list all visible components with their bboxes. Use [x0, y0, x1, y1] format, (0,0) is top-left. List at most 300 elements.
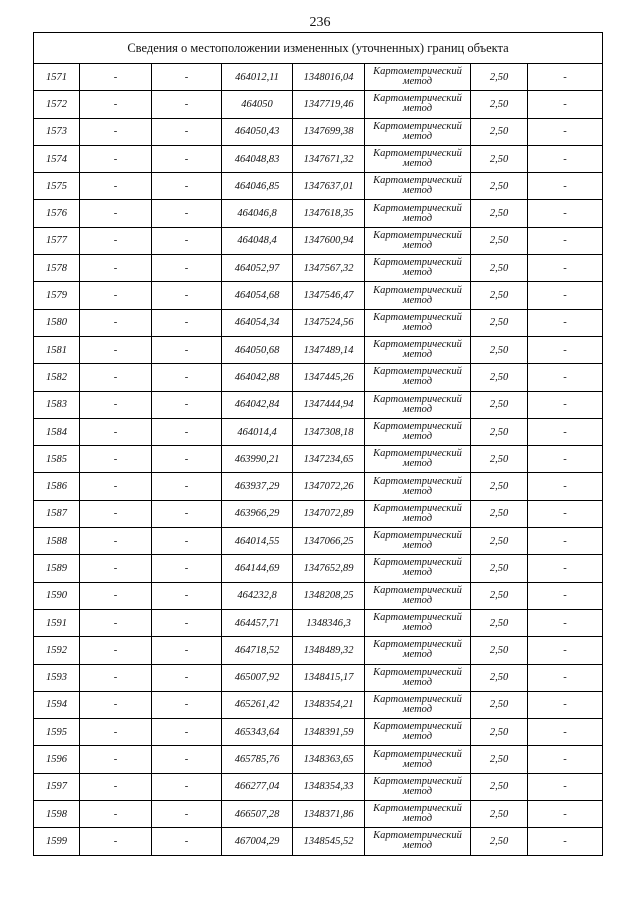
point-number-cell: 1597	[34, 773, 80, 800]
table-title-row	[34, 33, 603, 64]
old-x-cell: -	[80, 200, 152, 227]
method-cell	[365, 145, 471, 172]
accuracy-cell: 2,50	[471, 582, 528, 609]
old-x-cell: -	[80, 637, 152, 664]
old-x-cell: -	[80, 528, 152, 555]
method-cell	[365, 773, 471, 800]
point-number-cell: 1593	[34, 664, 80, 691]
old-x-cell: -	[80, 227, 152, 254]
table-row	[34, 227, 603, 254]
method-line-1: Картометрический	[373, 448, 462, 460]
method-cell	[365, 801, 471, 828]
method-line-1: Картометрический	[373, 257, 462, 269]
method-line-1: Картометрический	[373, 393, 462, 405]
accuracy-cell: 2,50	[471, 255, 528, 282]
method-line-2: метод	[402, 403, 433, 415]
old-x-cell: -	[80, 719, 152, 746]
point-number-cell: 1581	[34, 336, 80, 363]
old-y-cell: -	[152, 473, 222, 500]
method-line-2: метод	[402, 813, 433, 825]
method-cell	[365, 418, 471, 445]
y-coordinate-cell: 1348371,86	[293, 801, 365, 828]
table-row	[34, 609, 603, 636]
x-coordinate-cell: 467004,29	[222, 828, 293, 855]
x-coordinate-cell: 464052,97	[222, 255, 293, 282]
method-line-2: метод	[402, 431, 433, 442]
x-coordinate-cell: 463937,29	[222, 473, 293, 500]
old-x-cell: -	[80, 582, 152, 609]
method-line-2: метод	[402, 185, 433, 197]
old-y-cell: -	[152, 828, 222, 855]
point-number-cell: 1587	[34, 500, 80, 527]
x-coordinate-cell: 464457,71	[222, 609, 293, 636]
description-cell: -	[528, 664, 603, 691]
table-row	[34, 746, 603, 773]
x-coordinate-cell: 464046,8	[222, 200, 293, 227]
description-cell: -	[528, 473, 603, 500]
accuracy-cell: 2,50	[471, 828, 528, 855]
method-line-1: Картометрический	[373, 830, 462, 842]
point-number-cell: 1571	[34, 64, 80, 91]
accuracy-cell: 2,50	[471, 418, 528, 445]
method-line-2: метод	[402, 130, 433, 142]
old-y-cell: -	[152, 309, 222, 336]
x-coordinate-cell: 464012,11	[222, 64, 293, 91]
old-y-cell: -	[152, 582, 222, 609]
method-line-2: метод	[402, 567, 433, 579]
old-x-cell: -	[80, 773, 152, 800]
description-cell: -	[528, 418, 603, 445]
y-coordinate-cell: 1347524,56	[293, 309, 365, 336]
description-cell: -	[528, 255, 603, 282]
old-x-cell: -	[80, 64, 152, 91]
method-line-1: Картометрический	[373, 803, 462, 815]
point-number-cell: 1590	[34, 582, 80, 609]
method-cell	[365, 282, 471, 309]
method-line-1: Картометрический	[373, 284, 462, 296]
point-number-cell: 1585	[34, 446, 80, 473]
table-row	[34, 91, 603, 118]
y-coordinate-cell: 1347308,18	[293, 418, 365, 445]
old-y-cell: -	[152, 773, 222, 800]
old-x-cell: -	[80, 691, 152, 718]
accuracy-cell: 2,50	[471, 64, 528, 91]
table-row	[34, 664, 603, 691]
old-y-cell: -	[152, 555, 222, 582]
x-coordinate-cell: 464048,4	[222, 227, 293, 254]
method-cell	[365, 582, 471, 609]
old-x-cell: -	[80, 336, 152, 363]
old-x-cell: -	[80, 418, 152, 445]
method-line-1: Картометрический	[373, 175, 462, 187]
method-line-2: метод	[402, 267, 433, 279]
y-coordinate-cell: 1348489,32	[293, 637, 365, 664]
method-cell	[365, 64, 471, 91]
method-cell	[365, 719, 471, 746]
method-line-1: Картометрический	[373, 502, 462, 514]
table-row	[34, 118, 603, 145]
accuracy-cell: 2,50	[471, 145, 528, 172]
table-row	[34, 691, 603, 718]
old-y-cell: -	[152, 227, 222, 254]
method-cell	[365, 609, 471, 636]
table-row	[34, 555, 603, 582]
x-coordinate-cell: 464054,68	[222, 282, 293, 309]
x-coordinate-cell: 464144,69	[222, 555, 293, 582]
method-line-1: Картометрический	[373, 721, 462, 733]
point-number-cell: 1595	[34, 719, 80, 746]
point-number-cell: 1586	[34, 473, 80, 500]
method-cell	[365, 528, 471, 555]
old-x-cell: -	[80, 746, 152, 773]
description-cell: -	[528, 145, 603, 172]
old-y-cell: -	[152, 255, 222, 282]
y-coordinate-cell: 1347600,94	[293, 227, 365, 254]
description-cell: -	[528, 64, 603, 91]
method-cell	[365, 746, 471, 773]
x-coordinate-cell: 464718,52	[222, 637, 293, 664]
point-number-cell: 1594	[34, 691, 80, 718]
description-cell: -	[528, 691, 603, 718]
description-cell: -	[528, 773, 603, 800]
x-coordinate-cell: 464054,34	[222, 309, 293, 336]
old-x-cell: -	[80, 500, 152, 527]
description-cell: -	[528, 364, 603, 391]
x-coordinate-cell: 465007,92	[222, 664, 293, 691]
point-number-cell: 1574	[34, 145, 80, 172]
accuracy-cell: 2,50	[471, 691, 528, 718]
method-cell	[365, 91, 471, 118]
y-coordinate-cell: 1347445,26	[293, 364, 365, 391]
method-line-2: метод	[402, 212, 433, 224]
method-line-1: Картометрический	[373, 148, 462, 160]
method-line-2: метод	[402, 103, 433, 115]
old-y-cell: -	[152, 664, 222, 691]
x-coordinate-cell: 465343,64	[222, 719, 293, 746]
method-line-2: метод	[402, 731, 433, 743]
accuracy-cell: 2,50	[471, 364, 528, 391]
method-line-1: Картометрический	[373, 421, 462, 432]
point-number-cell: 1596	[34, 746, 80, 773]
x-coordinate-cell: 465261,42	[222, 691, 293, 718]
method-cell	[365, 227, 471, 254]
old-x-cell: -	[80, 91, 152, 118]
y-coordinate-cell: 1347719,46	[293, 91, 365, 118]
old-y-cell: -	[152, 719, 222, 746]
accuracy-cell: 2,50	[471, 664, 528, 691]
accuracy-cell: 2,50	[471, 309, 528, 336]
accuracy-cell: 2,50	[471, 336, 528, 363]
description-cell: -	[528, 391, 603, 418]
method-line-2: метод	[402, 376, 433, 388]
method-line-2: метод	[402, 349, 433, 361]
method-line-2: метод	[402, 758, 433, 770]
accuracy-cell: 2,50	[471, 118, 528, 145]
old-x-cell: -	[80, 118, 152, 145]
accuracy-cell: 2,50	[471, 719, 528, 746]
method-line-2: метод	[402, 703, 433, 715]
table-row	[34, 446, 603, 473]
method-cell	[365, 336, 471, 363]
y-coordinate-cell: 1347072,89	[293, 500, 365, 527]
x-coordinate-cell: 463966,29	[222, 500, 293, 527]
point-number-cell: 1575	[34, 173, 80, 200]
method-cell	[365, 173, 471, 200]
point-number-cell: 1577	[34, 227, 80, 254]
accuracy-cell: 2,50	[471, 528, 528, 555]
accuracy-cell: 2,50	[471, 391, 528, 418]
table-row	[34, 364, 603, 391]
y-coordinate-cell: 1347066,25	[293, 528, 365, 555]
method-line-2: метод	[402, 676, 433, 688]
accuracy-cell: 2,50	[471, 609, 528, 636]
old-y-cell: -	[152, 746, 222, 773]
y-coordinate-cell: 1348208,25	[293, 582, 365, 609]
old-y-cell: -	[152, 801, 222, 828]
point-number-cell: 1584	[34, 418, 80, 445]
method-line-1: Картометрический	[373, 202, 462, 214]
table-row	[34, 255, 603, 282]
method-cell	[365, 691, 471, 718]
method-line-1: Картометрический	[373, 311, 462, 323]
y-coordinate-cell: 1348363,65	[293, 746, 365, 773]
description-cell: -	[528, 336, 603, 363]
table-row	[34, 828, 603, 855]
old-y-cell: -	[152, 118, 222, 145]
point-number-cell: 1579	[34, 282, 80, 309]
x-coordinate-cell: 465785,76	[222, 746, 293, 773]
table-row	[34, 64, 603, 91]
old-y-cell: -	[152, 200, 222, 227]
method-cell	[365, 118, 471, 145]
boundary-coordinates-table	[33, 32, 603, 856]
point-number-cell: 1598	[34, 801, 80, 828]
description-cell: -	[528, 828, 603, 855]
old-x-cell: -	[80, 282, 152, 309]
method-cell	[365, 446, 471, 473]
old-x-cell: -	[80, 364, 152, 391]
old-x-cell: -	[80, 555, 152, 582]
old-x-cell: -	[80, 391, 152, 418]
x-coordinate-cell: 464014,4	[222, 418, 293, 445]
old-y-cell: -	[152, 64, 222, 91]
old-x-cell: -	[80, 664, 152, 691]
method-line-2: метод	[402, 622, 433, 634]
y-coordinate-cell: 1347699,38	[293, 118, 365, 145]
x-coordinate-cell: 466277,04	[222, 773, 293, 800]
method-line-1: Картометрический	[373, 475, 462, 487]
x-coordinate-cell: 464050,43	[222, 118, 293, 145]
description-cell: -	[528, 173, 603, 200]
method-line-2: метод	[402, 76, 433, 88]
x-coordinate-cell: 463990,21	[222, 446, 293, 473]
method-cell	[365, 473, 471, 500]
table-row	[34, 528, 603, 555]
description-cell: -	[528, 118, 603, 145]
table-row	[34, 637, 603, 664]
table-row	[34, 582, 603, 609]
description-cell: -	[528, 200, 603, 227]
point-number-cell: 1582	[34, 364, 80, 391]
method-line-2: метод	[402, 458, 433, 470]
point-number-cell: 1578	[34, 255, 80, 282]
y-coordinate-cell: 1347567,32	[293, 255, 365, 282]
y-coordinate-cell: 1348354,33	[293, 773, 365, 800]
old-x-cell: -	[80, 828, 152, 855]
method-line-2: метод	[402, 649, 433, 661]
method-line-1: Картометрический	[373, 339, 462, 351]
method-line-2: метод	[402, 321, 433, 333]
accuracy-cell: 2,50	[471, 282, 528, 309]
method-line-1: Картометрический	[373, 748, 462, 760]
table-row	[34, 719, 603, 746]
x-coordinate-cell: 464042,84	[222, 391, 293, 418]
old-x-cell: -	[80, 609, 152, 636]
accuracy-cell: 2,50	[471, 746, 528, 773]
point-number-cell: 1588	[34, 528, 80, 555]
y-coordinate-cell: 1348346,3	[293, 609, 365, 636]
accuracy-cell: 2,50	[471, 227, 528, 254]
point-number-cell: 1599	[34, 828, 80, 855]
point-number-cell: 1573	[34, 118, 80, 145]
method-line-1: Картометрический	[373, 120, 462, 132]
old-y-cell: -	[152, 364, 222, 391]
old-x-cell: -	[80, 801, 152, 828]
description-cell: -	[528, 555, 603, 582]
old-y-cell: -	[152, 637, 222, 664]
table-row	[34, 500, 603, 527]
old-y-cell: -	[152, 91, 222, 118]
description-cell: -	[528, 446, 603, 473]
old-y-cell: -	[152, 145, 222, 172]
description-cell: -	[528, 528, 603, 555]
method-line-1: Картометрический	[373, 584, 462, 596]
x-coordinate-cell: 464232,8	[222, 582, 293, 609]
method-line-2: метод	[402, 840, 433, 852]
point-number-cell: 1592	[34, 637, 80, 664]
method-cell	[365, 200, 471, 227]
old-y-cell: -	[152, 391, 222, 418]
method-cell	[365, 828, 471, 855]
x-coordinate-cell: 464050	[222, 91, 293, 118]
accuracy-cell: 2,50	[471, 801, 528, 828]
table-row	[34, 309, 603, 336]
method-line-1: Картометрический	[373, 693, 462, 705]
method-line-2: метод	[402, 485, 433, 497]
table-row	[34, 200, 603, 227]
method-line-1: Картометрический	[373, 612, 462, 624]
x-coordinate-cell: 464014,55	[222, 528, 293, 555]
page-number: 236	[309, 15, 331, 30]
old-y-cell: -	[152, 446, 222, 473]
table-row	[34, 336, 603, 363]
y-coordinate-cell: 1347618,35	[293, 200, 365, 227]
method-line-1: Картометрический	[373, 229, 462, 241]
y-coordinate-cell: 1347637,01	[293, 173, 365, 200]
old-x-cell: -	[80, 473, 152, 500]
method-cell	[365, 364, 471, 391]
old-y-cell: -	[152, 282, 222, 309]
x-coordinate-cell: 464042,88	[222, 364, 293, 391]
x-coordinate-cell: 464048,83	[222, 145, 293, 172]
method-cell	[365, 309, 471, 336]
description-cell: -	[528, 719, 603, 746]
description-cell: -	[528, 309, 603, 336]
table-row	[34, 473, 603, 500]
method-line-2: метод	[402, 294, 433, 306]
y-coordinate-cell: 1347671,32	[293, 145, 365, 172]
table-row	[34, 801, 603, 828]
method-line-1: Картометрический	[373, 775, 462, 787]
old-x-cell: -	[80, 173, 152, 200]
description-cell: -	[528, 582, 603, 609]
method-line-2: метод	[402, 594, 433, 606]
table-row	[34, 145, 603, 172]
y-coordinate-cell: 1347234,65	[293, 446, 365, 473]
description-cell: -	[528, 91, 603, 118]
point-number-cell: 1591	[34, 609, 80, 636]
x-coordinate-cell: 464050,68	[222, 336, 293, 363]
description-cell: -	[528, 637, 603, 664]
accuracy-cell: 2,50	[471, 200, 528, 227]
old-y-cell: -	[152, 500, 222, 527]
old-y-cell: -	[152, 528, 222, 555]
method-line-1: Картометрический	[373, 557, 462, 569]
y-coordinate-cell: 1348391,59	[293, 719, 365, 746]
y-coordinate-cell: 1347652,89	[293, 555, 365, 582]
y-coordinate-cell: 1347489,14	[293, 336, 365, 363]
old-y-cell: -	[152, 418, 222, 445]
description-cell: -	[528, 282, 603, 309]
method-line-1: Картометрический	[373, 93, 462, 105]
method-cell	[365, 555, 471, 582]
accuracy-cell: 2,50	[471, 473, 528, 500]
y-coordinate-cell: 1348354,21	[293, 691, 365, 718]
method-line-2: метод	[402, 512, 433, 524]
y-coordinate-cell: 1348415,17	[293, 664, 365, 691]
y-coordinate-cell: 1347072,26	[293, 473, 365, 500]
table-row	[34, 773, 603, 800]
method-line-1: Картометрический	[373, 66, 462, 78]
accuracy-cell: 2,50	[471, 773, 528, 800]
method-cell	[365, 637, 471, 664]
old-x-cell: -	[80, 446, 152, 473]
old-y-cell: -	[152, 336, 222, 363]
method-line-2: метод	[402, 158, 433, 170]
table-row	[34, 173, 603, 200]
old-x-cell: -	[80, 145, 152, 172]
point-number-cell: 1572	[34, 91, 80, 118]
description-cell: -	[528, 227, 603, 254]
old-x-cell: -	[80, 309, 152, 336]
method-line-1: Картометрический	[373, 639, 462, 651]
accuracy-cell: 2,50	[471, 173, 528, 200]
method-cell	[365, 391, 471, 418]
x-coordinate-cell: 466507,28	[222, 801, 293, 828]
table-row	[34, 391, 603, 418]
y-coordinate-cell: 1347444,94	[293, 391, 365, 418]
accuracy-cell: 2,50	[471, 446, 528, 473]
description-cell: -	[528, 746, 603, 773]
accuracy-cell: 2,50	[471, 555, 528, 582]
old-x-cell: -	[80, 255, 152, 282]
point-number-cell: 1583	[34, 391, 80, 418]
method-cell	[365, 664, 471, 691]
old-y-cell: -	[152, 173, 222, 200]
y-coordinate-cell: 1347546,47	[293, 282, 365, 309]
table-row	[34, 418, 603, 445]
y-coordinate-cell: 1348016,04	[293, 64, 365, 91]
